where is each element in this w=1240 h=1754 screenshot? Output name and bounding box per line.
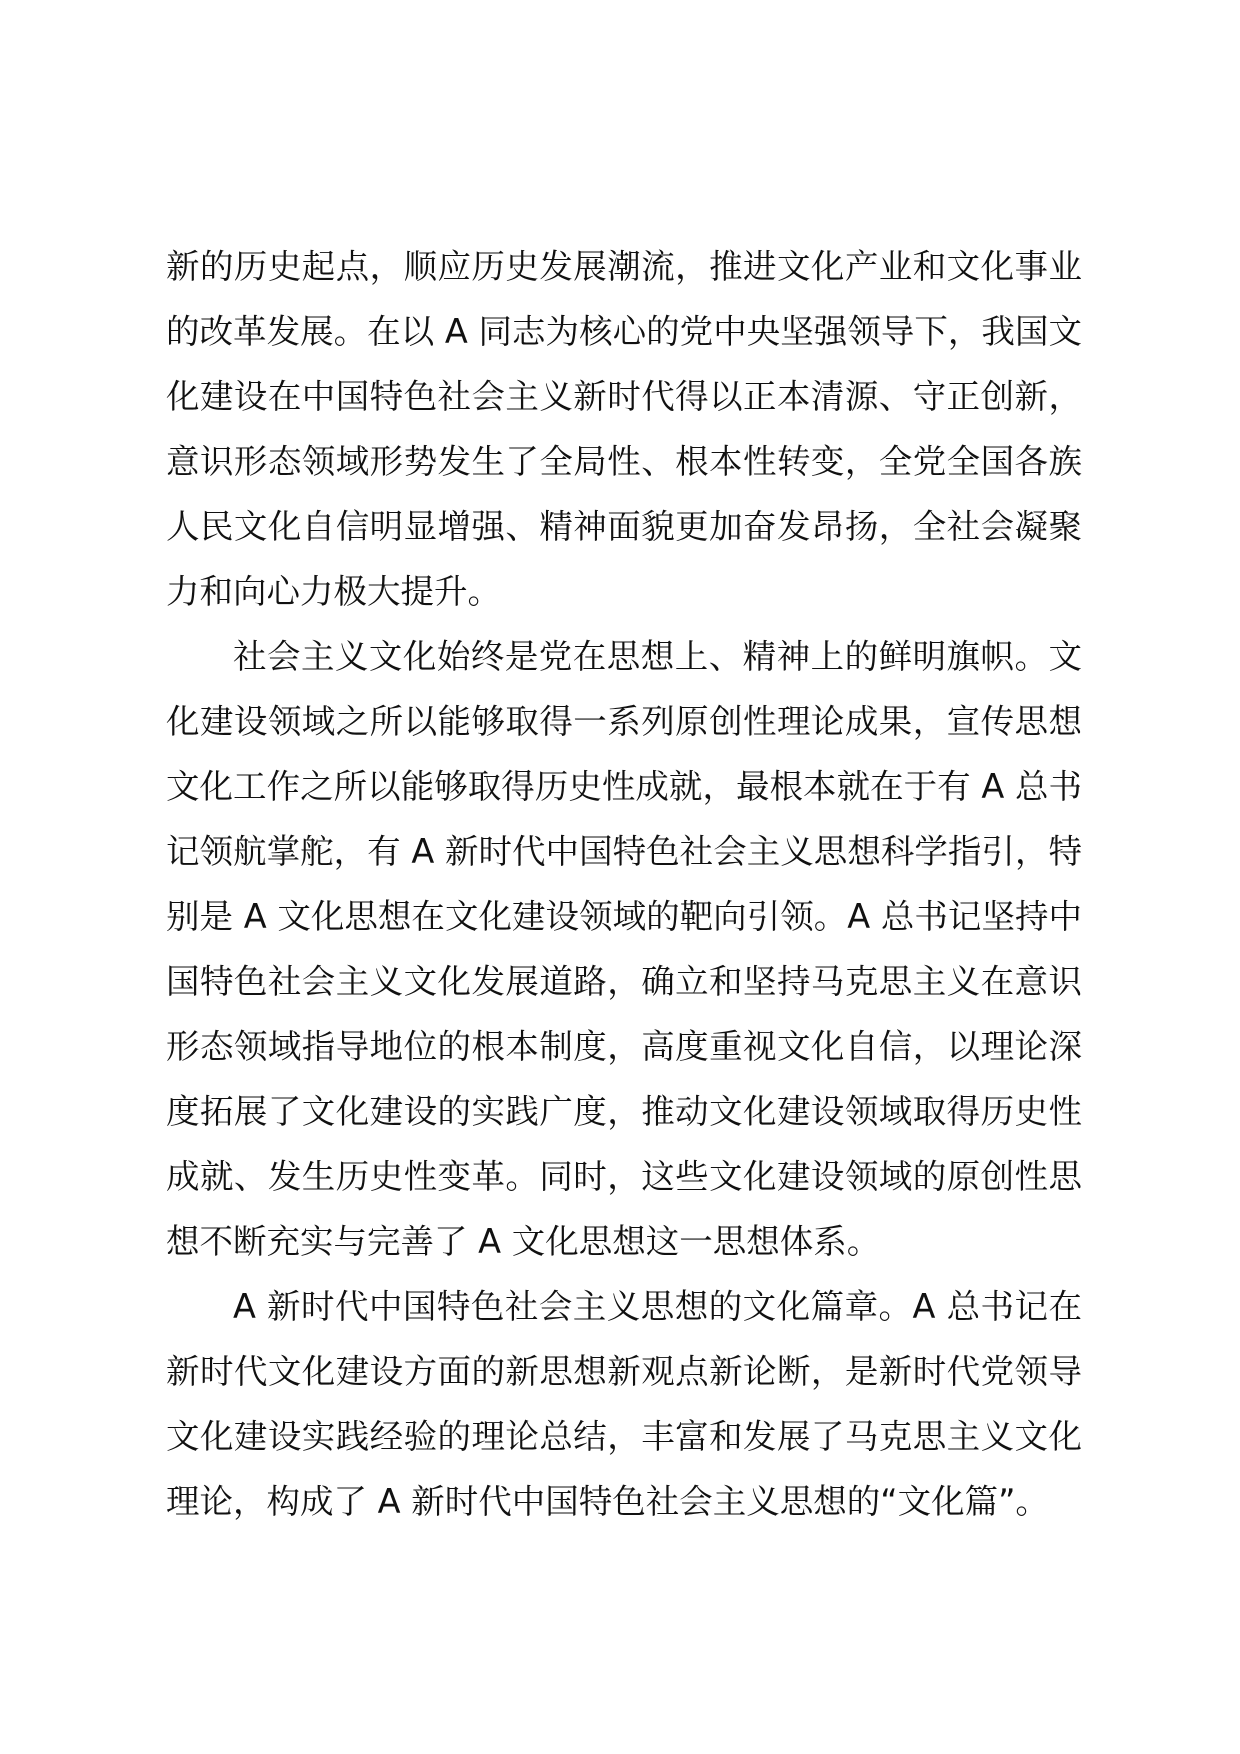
text-line: 文化建设实践经验的理论总结，丰富和发展了马克思主义文化 [166, 1417, 1082, 1456]
text-line: 社会主义文化始终是党在思想上、精神上的鲜明旗帜。文 [233, 637, 1082, 676]
text-line: A 新时代中国特色社会主义思想的文化篇章。A 总书记在 [233, 1287, 1082, 1326]
text-line: 化建设领域之所以能够取得一系列原创性理论成果，宣传思想 [166, 702, 1082, 741]
text-line: 新时代文化建设方面的新思想新观点新论断，是新时代党领导 [166, 1352, 1082, 1391]
text-line: 新的历史起点，顺应历史发展潮流，推进文化产业和文化事业 [166, 247, 1082, 286]
text-line: 力和向心力极大提升。 [166, 572, 501, 611]
text-line: 意识形态领域形势发生了全局性、根本性转变，全党全国各族 [166, 442, 1082, 481]
text-line: 记领航掌舵，有 A 新时代中国特色社会主义思想科学指引，特 [166, 832, 1082, 871]
paragraph-3 [166, 1274, 1082, 1534]
text-line: 理论，构成了 A 新时代中国特色社会主义思想的“文化篇”。 [166, 1482, 1049, 1521]
text-line: 国特色社会主义文化发展道路，确立和坚持马克思主义在意识 [166, 962, 1082, 1001]
text-line: 文化工作之所以能够取得历史性成就，最根本就在于有 A 总书 [166, 767, 1082, 806]
document-body [166, 234, 1082, 1534]
text-line: 成就、发生历史性变革。同时，这些文化建设领域的原创性思 [166, 1157, 1082, 1196]
text-line: 想不断充实与完善了 A 文化思想这一思想体系。 [166, 1222, 881, 1261]
paragraph-1 [166, 234, 1082, 624]
text-line: 的改革发展。在以 A 同志为核心的党中央坚强领导下，我国文 [166, 312, 1082, 351]
text-line: 形态领域指导地位的根本制度，高度重视文化自信，以理论深 [166, 1027, 1082, 1066]
paragraph-2 [166, 624, 1082, 1274]
text-line: 别是 A 文化思想在文化建设领域的靶向引领。A 总书记坚持中 [166, 897, 1082, 936]
text-line: 化建设在中国特色社会主义新时代得以正本清源、守正创新， [166, 377, 1082, 416]
text-line: 人民文化自信明显增强、精神面貌更加奋发昂扬，全社会凝聚 [166, 507, 1082, 546]
text-line: 度拓展了文化建设的实践广度，推动文化建设领域取得历史性 [166, 1092, 1082, 1131]
